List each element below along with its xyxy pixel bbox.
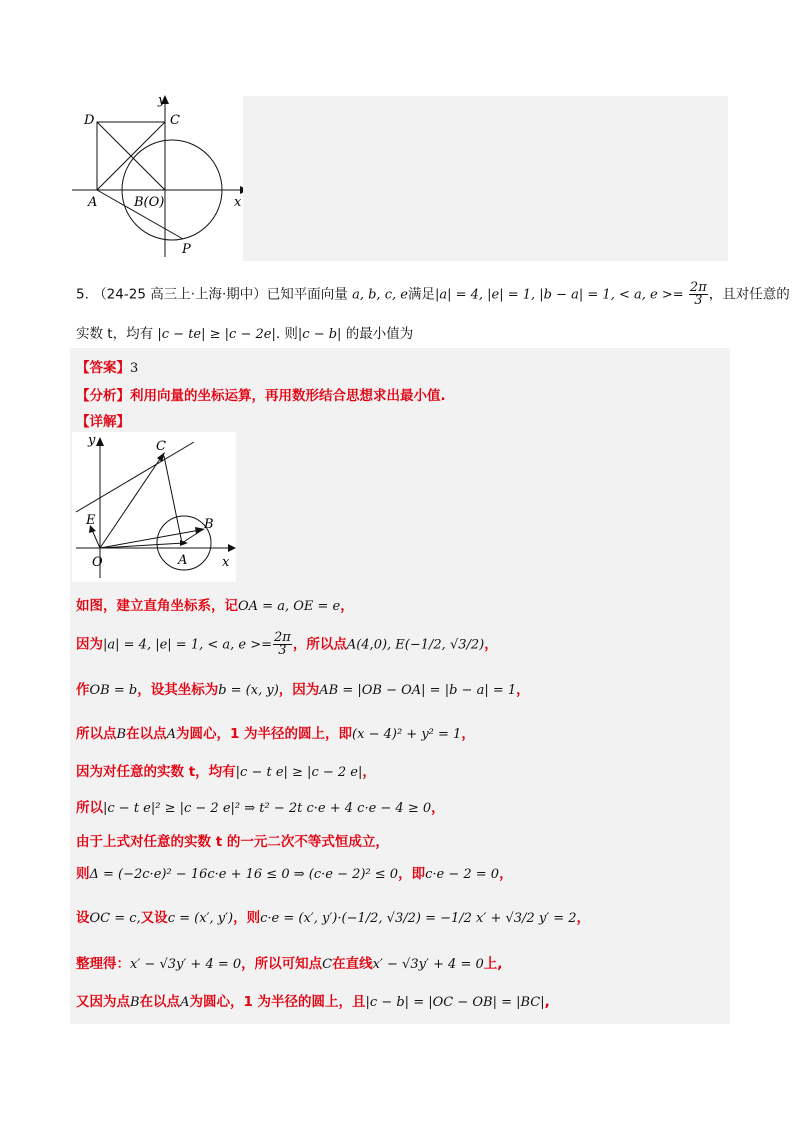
- fraction: $\frac{2\pi}{3}$: [689, 280, 707, 308]
- analysis-line: 【分析】利用向量的坐标运算，再用数形结合思想求出最小值.: [76, 388, 446, 404]
- svg-text:A: A: [178, 553, 188, 568]
- solution-line-6: 所以|c − t e|² ≥ |c − 2 e|² ⇒ t² − 2t c·e + 4 c·e − 4 ≥ 0，: [76, 800, 445, 816]
- svg-text:B: B: [204, 517, 214, 532]
- problem-number: 5.: [76, 286, 89, 303]
- solution-line-1: 如图，建立直角坐标系，记OA = a, OE = e，: [76, 598, 354, 614]
- vector-list: a, b, c, e: [352, 287, 408, 303]
- detail-label: 【详解】: [76, 414, 130, 430]
- figure-square-circle: [68, 92, 248, 262]
- solution-line-4: 所以点B在以点A为圆心，1 为半径的圆上，即(x − 4)² + y² = 1，: [76, 726, 475, 742]
- solution-line-7: 由于上式对任意的实数 t 的一元二次不等式恒成立，: [76, 834, 389, 850]
- svg-text:y: y: [158, 93, 166, 108]
- svg-text:B(O): B(O): [134, 195, 165, 210]
- problem-line-2: 实数 t，均有 |c − te| ≥ |c − 2e|. 则|c − b| 的最小值为: [76, 326, 414, 342]
- inequality: |c − te| ≥ |c − 2e|: [157, 327, 276, 342]
- solution-line-3: 作OB = b，设其坐标为b = (x, y)，因为AB = |OB − OA| = |b − a| = 1，: [76, 682, 530, 698]
- svg-text:A: A: [88, 195, 98, 210]
- svg-text:x: x: [234, 195, 242, 210]
- svg-text:C: C: [156, 439, 166, 454]
- conditions: |a| = 4, |e| = 1, |b − a| = 1, < a, e >=: [434, 287, 684, 303]
- target-expression: |c − b|: [297, 327, 342, 342]
- svg-text:P: P: [182, 242, 191, 257]
- solution-line-5: 因为对任意的实数 t，均有|c − t e| ≥ |c − 2 e|，: [76, 764, 376, 780]
- svg-text:E: E: [86, 513, 96, 528]
- svg-text:O: O: [92, 555, 103, 570]
- solution-line-11: 又因为点B在以点A为圆心，1 为半径的圆上，且|c − b| = |OC − OB| = |BC|,: [76, 994, 550, 1010]
- solution-line-8: 则Δ = (−2c·e)² − 16c·e + 16 ≤ 0 ⇒ (c·e − 2)² ≤ 0，即c·e − 2 = 0，: [76, 866, 513, 882]
- svg-text:D: D: [84, 113, 95, 128]
- problem-source: （24-25 高三上·上海·期中）: [93, 286, 267, 303]
- svg-text:x: x: [222, 555, 230, 570]
- solution-line-9: 设OC = c,又设c = (x′, y′)，则c·e = (x′, y′)·(−1/2, √3/2) = −1/2 x′ + √3/2 y′ = 2，: [76, 910, 591, 926]
- svg-text:y: y: [88, 433, 96, 448]
- answer-line: 【答案】3: [76, 360, 139, 376]
- solution-line-10: 整理得：x′ − √3y′ + 4 = 0，所以可知点C在直线x′ − √3y′ + 4 = 0上,: [76, 956, 503, 972]
- problem-line-1: 5. （24-25 高三上·上海·期中）已知平面向量 a, b, c, e满足|a| = 4, |e| = 1, |b − a| = 1, < a, e >= $\frac{2\pi}{3}$ ，且对任意的: [76, 280, 790, 308]
- figure-vector-diagram: [72, 432, 236, 582]
- blank-gray-box: [243, 96, 728, 261]
- svg-text:C: C: [170, 113, 180, 128]
- solution-line-2: 因为|a| = 4, |e| = 1, < a, e >= $\frac{2\pi}{3}$ ，所以点A(4,0), E(−1/2, √3/2)，: [76, 630, 498, 658]
